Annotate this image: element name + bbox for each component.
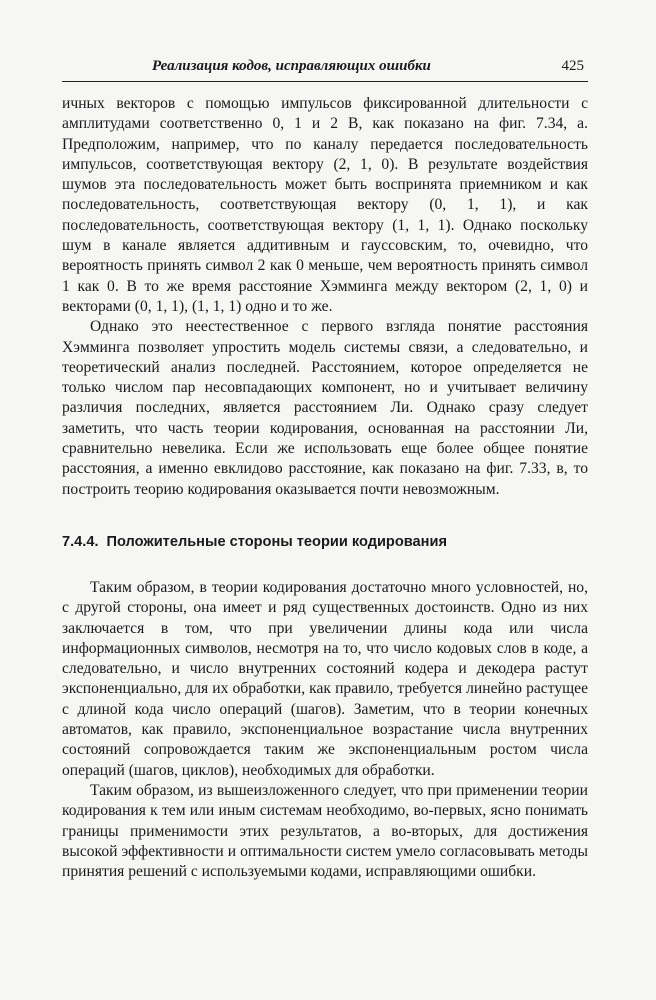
section-heading	[62, 534, 588, 550]
section-title: Положительные стороны теории кодирования	[106, 533, 447, 550]
paragraph-1: ичных векторов с помощью импульсов фиксированной длительности с амплитудами соответственно 0, 1 и 2 В, как показано на фиг. 7.34, а. Предположим, например, что по каналу передается последовательность импульсов, соответствующая вектору (2, 1, 0). В результате воздействия шумов эта последовательность может быть воспринята приемником и как последовательность, соответствующая вектору (0, 1, 1), и как последовательность, соответствующая вектору (1, 1, 1). Однако поскольку шум в канале является аддитивным и гауссовским, то, очевидно, что вероятность принять символ 2 как 0 меньше, чем вероятность принять символ 1 как 0. В то же время расстояние Хэмминга между вектором (2, 1, 0) и векторами (0, 1, 1), (1, 1, 1) одно и то же.	[62, 95, 588, 315]
page-number: 425	[561, 58, 584, 74]
running-title: Реализация кодов, исправляющих ошибки	[152, 58, 431, 74]
paragraph-4: Таким образом, из вышеизложенного следует, что при применении теории кодирования к тем или иным системам необходимо, во-первых, ясно понимать границы применимости этих результатов, а во-вторых, для достижения высокой эффективности и оптимальности систем умело согласовывать методы принятия решений с используемыми кодами, исправляющими ошибки.	[62, 781, 588, 881]
section-number: 7.4.4.	[62, 533, 99, 550]
paragraph-3: Таким образом, в теории кодирования достаточно много условностей, но, с другой стороны, она имеет и ряд существенных достоинств. Одно из них заключается в том, что при увеличении длины кода или числа информационных символов, несмотря на то, что число кодовых слов в коде, а следовательно, и число внутренних состояний кодера и декодера растут экспоненциально, для их обработки, как правило, требуется линейно растущее с длиной кода число операций (шагов). Заметим, что в теории конечных автоматов, как правило, экспоненциальное возрастание числа внутренних состояний сопровождается таким же экспоненциальным ростом числа операций (шагов, циклов), необходимых для обработки.	[62, 578, 588, 779]
book-page	[62, 58, 588, 882]
paragraph-2: Однако это неестественное с первого взгляда понятие расстояния Хэмминга позволяет упростить модель системы связи, а следовательно, и теоретический анализ последней. Расстоянием, которое определяется не только числом пар несовпадающих компонент, но и учитывает величину различия последних, является расстоянием Ли. Однако сразу следует заметить, что часть теории кодирования, основанная на расстоянии Ли, сравнительно невелика. Если же использовать еще более общее понятие расстояния, а именно евклидово расстояние, как показано на фиг. 7.33, в, то построить теорию кодирования оказывается почти невозможным.	[62, 318, 588, 498]
running-header	[62, 58, 588, 82]
